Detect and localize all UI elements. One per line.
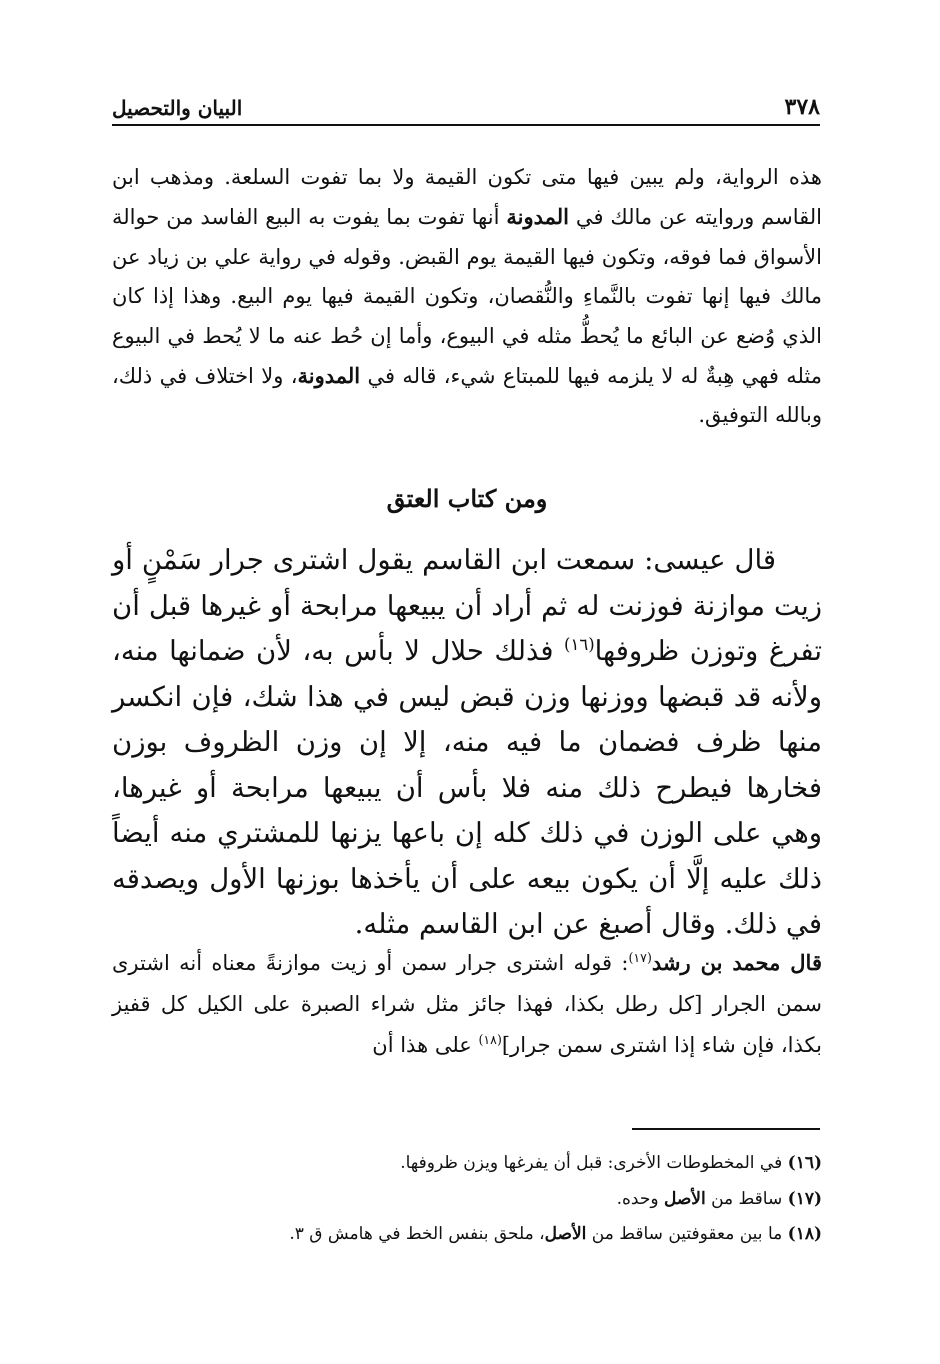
footnote-number: (١٨) xyxy=(787,1224,822,1244)
footnote-ref-18: (١٨) xyxy=(478,1032,502,1047)
footnote-18 xyxy=(112,1217,822,1253)
paragraph-1-text: ، ولا اختلاف في ذلك، وبالله التوفيق. xyxy=(112,364,822,428)
footnote-separator xyxy=(632,1128,820,1130)
paragraph-3 xyxy=(112,942,822,1066)
paragraph-3-text: : قوله اشترى جرار سمن أو زيت موازنةً معناه أنه اشترى سمن الجرار [كل رطل بكذا، فهذا جائز مثل شراء الصبرة على الكيل كل قفيز بكذا، فإن شاء إذا اشترى سمن جرار] xyxy=(112,951,822,1057)
page-number: ٣٧٨ xyxy=(784,94,820,120)
footnote-ref-17: (١٧) xyxy=(628,950,652,965)
footnote-text: في المخطوطات الأخرى: قبل أن يفرغها ويزن ظروفها. xyxy=(400,1153,788,1173)
footnote-17 xyxy=(112,1182,822,1218)
footnote-text: وحده. xyxy=(616,1188,664,1209)
running-title: البيان والتحصيل xyxy=(112,96,243,120)
paragraph-2 xyxy=(112,538,822,948)
paragraph-3-text: على هذا أن xyxy=(372,1033,479,1057)
paragraph-1 xyxy=(112,158,822,436)
paragraph-1-text: أنها تفوت بما يفوت به البيع الفاسد من حوالة الأسواق فما فوقه، وتكون فيها القيمة يوم القبض. وقوله في رواية علي بن زياد عن مالك فيها إنها تفوت بالنَّماءِ والنُّقصان، وتكون القيمة فيها يوم البيع. وهذا إذا كان الذي وُضع عن البائع ما يُحطُّ مثله في البيوع، وأما إن حُط عنه ما لا يُحط في البيوع مثله فهي هِبةٌ له لا يلزمه فيها للمبتاع شيء، قاله في xyxy=(112,205,822,389)
footnote-text: ما بين معقوفتين ساقط من xyxy=(586,1224,788,1244)
page-header xyxy=(112,92,820,126)
paragraph-1-text: هذه الرواية، ولم يبين فيها متى تكون القيمة ولا بما تفوت السلعة. ومذهب ابن القاسم وروايته عن مالك في xyxy=(112,165,822,230)
paragraph-2-text: فذلك حلال لا بأس به، لأن ضمانها منه، ولأنه قد قبضها ووزنها وزن قبض ليس في هذا شك، فإن انكسر منها ظرف فضمان ما فيه منه، إلا إن وزن الظروف بوزن فخارها فيطرح ذلك منه فلا بأس أن يبيعها مرابحة أو غيرها، وهي على الوزن في ذلك كله إن باعها يزنها للمشتري منه أيضاً ذلك عليه إلَّا أن يكون بيعه على أن يأخذها بوزنها الأول ويصدقه في ذلك. وقال أصبغ عن ابن القاسم مثله. xyxy=(112,635,822,940)
section-heading: ومن كتاب العتق xyxy=(386,484,548,513)
footnote-ref-16: (١٦) xyxy=(564,634,595,654)
footnote-number: (١٦) xyxy=(787,1153,822,1173)
paragraph-2-text: قال عيسى: سمعت ابن القاسم يقول اشترى جرار سَمْنٍ أو زيت موازنة فوزنت له ثم أراد أن يبيعها مرابحة أو غيرها قبل أن تفرغ وتوزن ظروفها xyxy=(112,544,822,667)
footnote-bold-term: الأصل xyxy=(663,1188,706,1209)
footnote-number: (١٧) xyxy=(787,1188,822,1209)
footnote-text: ساقط من xyxy=(705,1188,788,1209)
footnote-bold-term: الأصل xyxy=(544,1224,587,1244)
book-title-mudawwana: المدونة xyxy=(297,363,361,389)
footnote-text: ، ملحق بنفس الخط في هامش ق ٣. xyxy=(289,1224,545,1244)
footnotes xyxy=(112,1146,822,1253)
footnote-16 xyxy=(112,1146,822,1182)
book-title-mudawwana: المدونة xyxy=(506,204,569,230)
speaker-name: قال محمد بن رشد xyxy=(651,950,822,975)
